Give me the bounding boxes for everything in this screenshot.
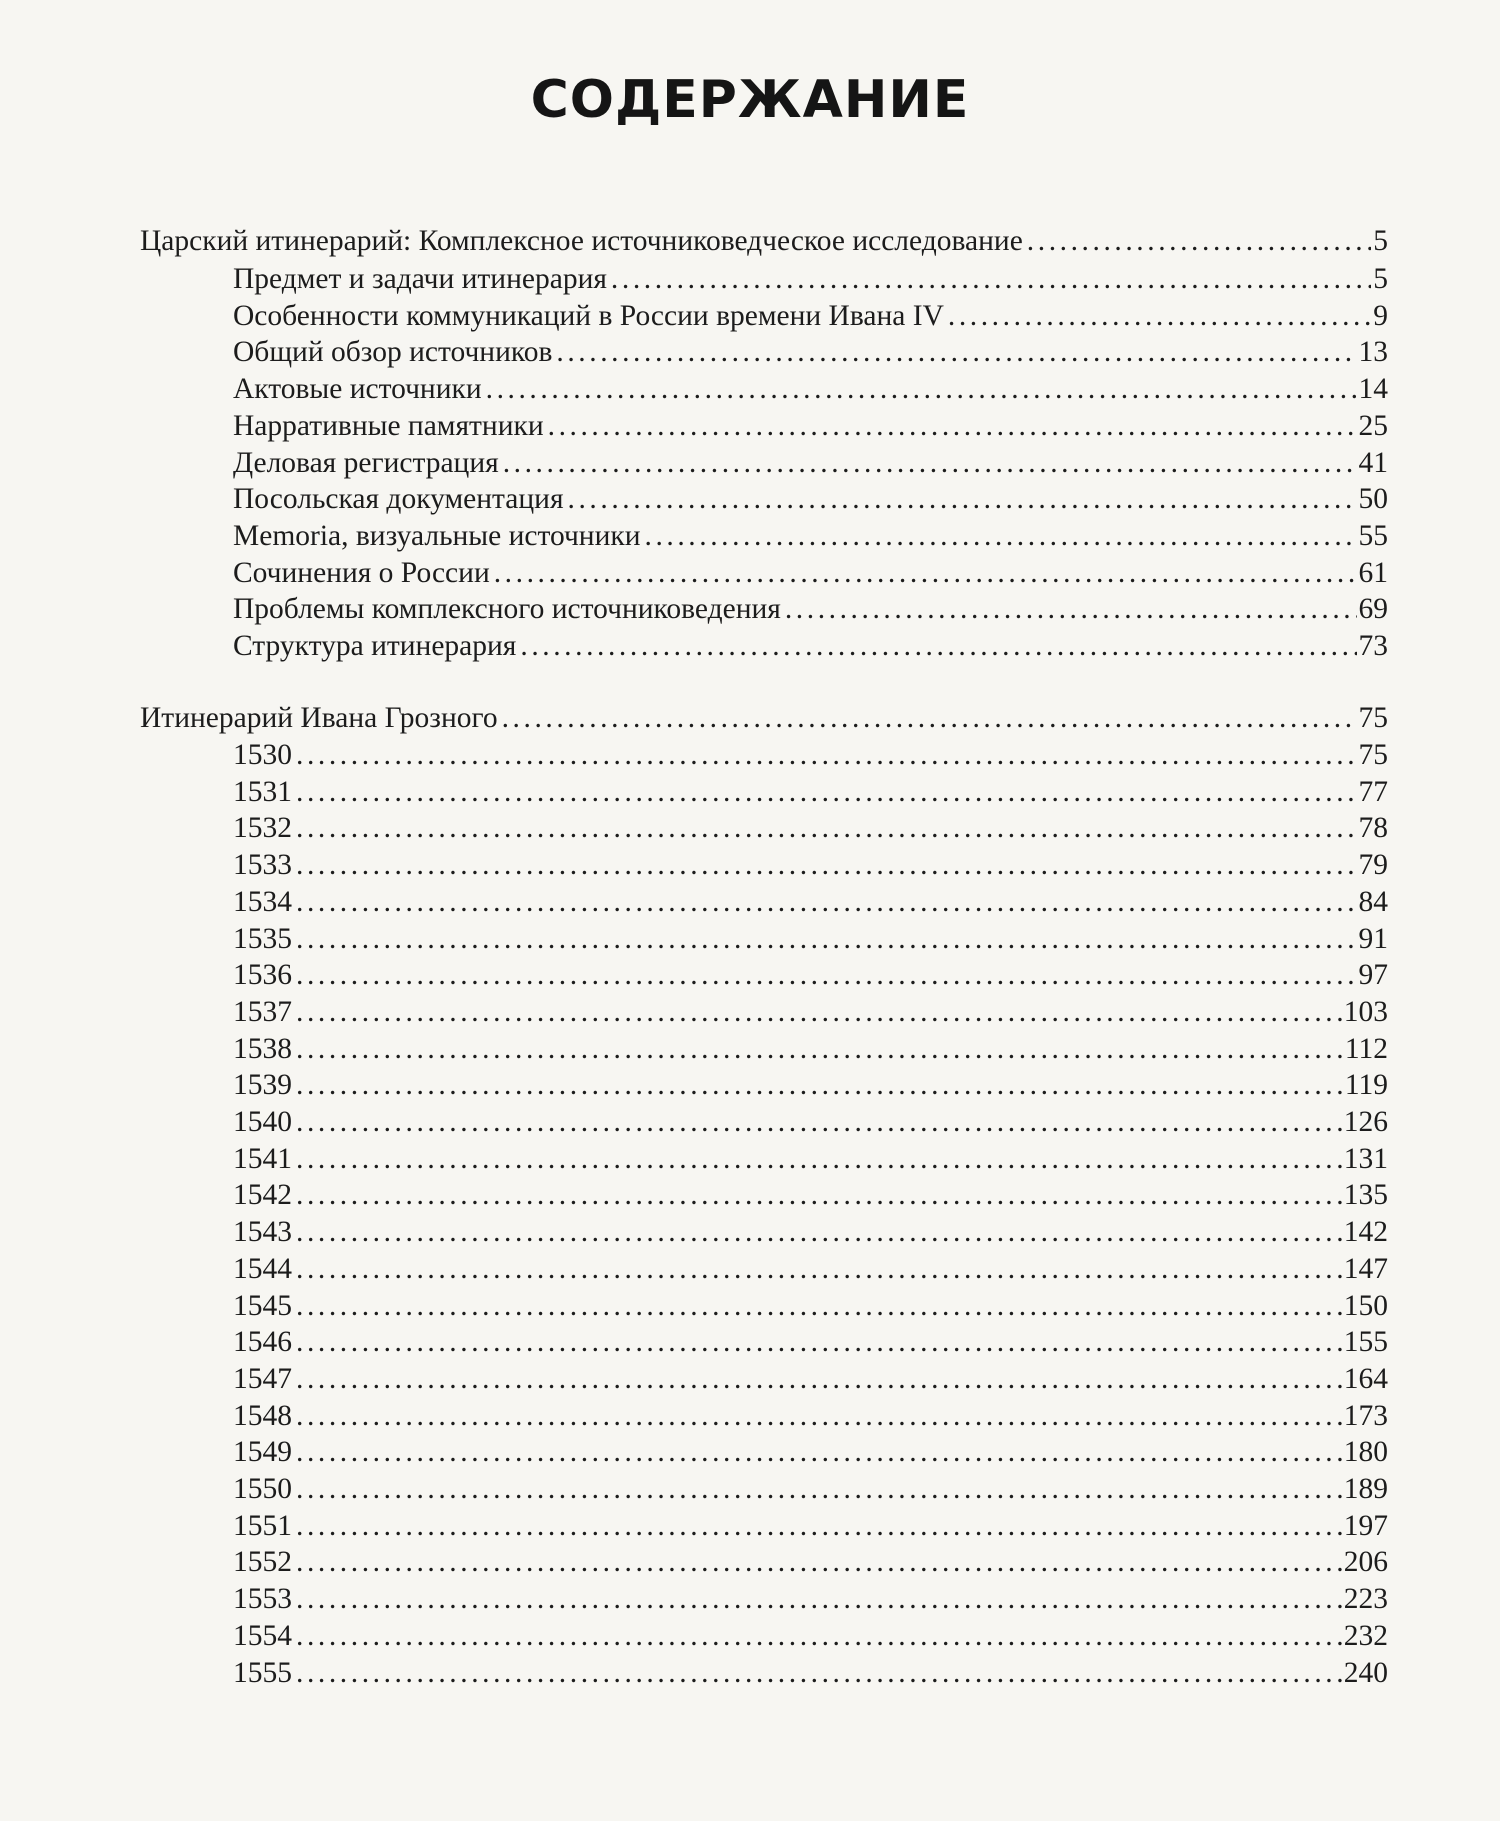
dot-leader bbox=[296, 921, 1357, 957]
toc-subentry bbox=[233, 555, 1388, 591]
dot-leader bbox=[296, 1251, 1342, 1287]
toc-entry-label: 1545 bbox=[233, 1289, 292, 1322]
toc-year-entry bbox=[233, 1618, 1388, 1654]
dot-leader bbox=[645, 518, 1357, 554]
toc-entry-page-number: 223 bbox=[1343, 1583, 1388, 1616]
toc-subentry bbox=[233, 481, 1388, 517]
toc-entry-label: 1540 bbox=[233, 1106, 292, 1138]
toc-entry-page-number: 14 bbox=[1358, 373, 1388, 406]
toc-entry-page-number: 41 bbox=[1358, 446, 1388, 479]
toc-entry-page-number: 69 bbox=[1358, 593, 1388, 626]
toc-entry-page-number: 9 bbox=[1373, 299, 1388, 332]
toc-entry-label: 1536 bbox=[233, 959, 292, 992]
dot-leader bbox=[296, 1177, 1342, 1213]
toc-entry-page-number: 206 bbox=[1343, 1546, 1388, 1579]
toc-entry-page-number: 240 bbox=[1343, 1656, 1388, 1689]
toc-year-entry bbox=[233, 1177, 1388, 1213]
toc-entry-label: Проблемы комплексного источниковедения bbox=[233, 593, 781, 626]
dot-leader bbox=[611, 261, 1371, 297]
toc-year-entry bbox=[233, 1141, 1388, 1177]
toc-entry-page-number: 150 bbox=[1343, 1289, 1388, 1322]
toc-entry-label: Сочинения о России bbox=[233, 556, 490, 589]
toc-entry-page-number: 135 bbox=[1343, 1179, 1388, 1212]
toc-entry-page-number: 232 bbox=[1343, 1619, 1388, 1652]
toc-year-entry bbox=[233, 1067, 1388, 1103]
toc-entry-label: 1532 bbox=[233, 812, 292, 845]
toc-year-entry bbox=[233, 1398, 1388, 1434]
toc-year-entry bbox=[233, 1251, 1388, 1287]
toc-subentry bbox=[233, 298, 1388, 334]
toc-entry-label: 1531 bbox=[233, 775, 292, 808]
toc-heading-entry bbox=[140, 700, 1388, 736]
toc-year-entry bbox=[233, 957, 1388, 993]
toc-entry-label: 1535 bbox=[233, 922, 292, 955]
toc-subentry bbox=[233, 261, 1388, 297]
toc-entry-page-number: 73 bbox=[1358, 630, 1388, 662]
dot-leader bbox=[296, 1324, 1342, 1360]
toc-entry-label: Посольская документация bbox=[233, 483, 564, 516]
toc-heading-entry bbox=[140, 223, 1388, 259]
toc-entry-page-number: 103 bbox=[1343, 995, 1388, 1028]
toc-entry-page-number: 131 bbox=[1343, 1142, 1388, 1175]
toc-entry-label: 1534 bbox=[233, 885, 292, 918]
toc-year-entry bbox=[233, 1324, 1388, 1360]
toc-entry-page-number: 189 bbox=[1343, 1473, 1388, 1505]
toc-entry-page-number: 97 bbox=[1358, 959, 1388, 992]
toc-entry-label: 1548 bbox=[233, 1399, 292, 1432]
toc-entry-page-number: 55 bbox=[1358, 519, 1388, 552]
dot-leader bbox=[948, 298, 1371, 334]
toc-subentry bbox=[233, 334, 1388, 370]
toc-entry-page-number: 155 bbox=[1343, 1326, 1388, 1359]
dot-leader bbox=[296, 1655, 1342, 1691]
toc-entry-page-number: 77 bbox=[1358, 775, 1388, 808]
toc-subentry bbox=[233, 591, 1388, 627]
toc-subentry bbox=[233, 445, 1388, 481]
toc-entry-page-number: 75 bbox=[1358, 739, 1388, 771]
dot-leader bbox=[296, 737, 1357, 773]
toc-year-entry bbox=[233, 921, 1388, 957]
toc-entry-page-number: 78 bbox=[1358, 812, 1388, 845]
toc-year-entry bbox=[233, 1655, 1388, 1691]
toc-year-entry bbox=[233, 1434, 1388, 1470]
dot-leader bbox=[296, 1618, 1342, 1654]
dot-leader bbox=[548, 408, 1357, 444]
toc-year-entry bbox=[233, 810, 1388, 846]
toc-entry-page-number: 50 bbox=[1358, 483, 1388, 516]
dot-leader bbox=[486, 371, 1357, 407]
toc-entry-label: Предмет и задачи итинерария bbox=[233, 263, 607, 295]
toc-entry-label: Нарративные памятники bbox=[233, 409, 544, 442]
toc-entry-page-number: 91 bbox=[1358, 922, 1388, 955]
toc-year-entry bbox=[233, 1508, 1388, 1544]
toc-year-entry bbox=[233, 1361, 1388, 1397]
toc-year-entry bbox=[233, 884, 1388, 920]
toc-entry-label: Царский итинерарий: Комплексное источниковедческое исследование bbox=[140, 225, 1023, 257]
toc-entry-page-number: 180 bbox=[1343, 1436, 1388, 1469]
toc-entry-page-number: 142 bbox=[1343, 1216, 1388, 1249]
toc-entry-page-number: 25 bbox=[1358, 409, 1388, 442]
dot-leader bbox=[520, 628, 1356, 664]
dot-leader bbox=[296, 1031, 1343, 1067]
dot-leader bbox=[494, 555, 1357, 591]
toc-entry-label: 1553 bbox=[233, 1583, 292, 1616]
dot-leader bbox=[296, 1398, 1342, 1434]
dot-leader bbox=[296, 994, 1342, 1030]
dot-leader bbox=[503, 445, 1357, 481]
toc-entry-label: 1537 bbox=[233, 995, 292, 1028]
toc-entry-page-number: 5 bbox=[1373, 225, 1388, 257]
toc-year-entry bbox=[233, 1104, 1388, 1140]
toc-year-entry bbox=[233, 737, 1388, 773]
toc-entry-label: 1546 bbox=[233, 1326, 292, 1359]
toc-entry-page-number: 61 bbox=[1358, 556, 1388, 589]
toc-year-entry bbox=[233, 1288, 1388, 1324]
toc-entry-page-number: 119 bbox=[1344, 1069, 1388, 1102]
toc-year-entry bbox=[233, 1544, 1388, 1580]
dot-leader bbox=[296, 774, 1357, 810]
toc-entry-page-number: 75 bbox=[1358, 702, 1388, 734]
dot-leader bbox=[296, 1141, 1342, 1177]
toc-year-entry bbox=[233, 1581, 1388, 1617]
dot-leader bbox=[296, 1434, 1342, 1470]
dot-leader bbox=[296, 1544, 1342, 1580]
toc-year-entry bbox=[233, 847, 1388, 883]
dot-leader bbox=[296, 1581, 1342, 1617]
toc-entry-label: 1554 bbox=[233, 1619, 292, 1652]
toc-entry-label: 1544 bbox=[233, 1252, 292, 1285]
toc-subentry bbox=[233, 628, 1388, 664]
toc-entry-label: 1550 bbox=[233, 1473, 292, 1505]
toc-entry-label: 1539 bbox=[233, 1069, 292, 1102]
dot-leader bbox=[296, 847, 1357, 883]
dot-leader bbox=[296, 810, 1357, 846]
toc-entry-label: 1555 bbox=[233, 1656, 292, 1689]
toc-entry-label: 1542 bbox=[233, 1179, 292, 1212]
dot-leader bbox=[556, 334, 1356, 370]
page-title: СОДЕРЖАНИЕ bbox=[530, 70, 970, 130]
dot-leader bbox=[296, 1067, 1343, 1103]
dot-leader bbox=[785, 591, 1357, 627]
toc-entry-page-number: 84 bbox=[1358, 885, 1388, 918]
dot-leader bbox=[296, 1508, 1342, 1544]
toc-entry-label: Структура итинерария bbox=[233, 630, 517, 662]
toc-entry-label: 1551 bbox=[233, 1509, 292, 1542]
toc-entry-label: 1533 bbox=[233, 849, 292, 882]
toc-entry-page-number: 173 bbox=[1343, 1399, 1388, 1432]
dot-leader bbox=[502, 700, 1357, 736]
dot-leader bbox=[1027, 223, 1371, 259]
toc-year-entry bbox=[233, 994, 1388, 1030]
dot-leader bbox=[296, 1361, 1342, 1397]
toc-entry-label: 1530 bbox=[233, 739, 292, 771]
toc-entry-label: 1543 bbox=[233, 1216, 292, 1249]
dot-leader bbox=[296, 1471, 1342, 1507]
toc-entry-label: Актовые источники bbox=[233, 373, 482, 406]
toc-entry-label: 1552 bbox=[233, 1546, 292, 1579]
toc-entry-label: Особенности коммуникаций в России времени Ивана IV bbox=[233, 299, 944, 332]
toc-entry-page-number: 147 bbox=[1343, 1252, 1388, 1285]
toc-entry-page-number: 5 bbox=[1373, 263, 1388, 295]
toc-entry-page-number: 197 bbox=[1343, 1509, 1388, 1542]
toc-entry-page-number: 79 bbox=[1358, 849, 1388, 882]
toc-entry-page-number: 164 bbox=[1343, 1362, 1388, 1395]
toc-subentry bbox=[233, 371, 1388, 407]
toc-year-entry bbox=[233, 1471, 1388, 1507]
toc-subentry bbox=[233, 518, 1388, 554]
dot-leader bbox=[296, 957, 1357, 993]
toc-entry-page-number: 13 bbox=[1358, 336, 1388, 369]
dot-leader bbox=[568, 481, 1357, 517]
toc-subentry bbox=[233, 408, 1388, 444]
dot-leader bbox=[296, 884, 1357, 920]
toc-entry-label: 1541 bbox=[233, 1142, 292, 1175]
toc-year-entry bbox=[233, 1031, 1388, 1067]
toc-year-entry bbox=[233, 774, 1388, 810]
toc-entry-page-number: 126 bbox=[1343, 1106, 1388, 1138]
toc-entry-label: 1547 bbox=[233, 1362, 292, 1395]
toc-entry-label: Общий обзор источников bbox=[233, 336, 553, 369]
toc-year-entry bbox=[233, 1214, 1388, 1250]
toc-entry-page-number: 112 bbox=[1344, 1032, 1388, 1065]
toc-entry-label: Memoria, визуальные источники bbox=[233, 519, 641, 552]
toc-entry-label: 1538 bbox=[233, 1032, 292, 1065]
dot-leader bbox=[296, 1104, 1342, 1140]
toc-entry-label: 1549 bbox=[233, 1436, 292, 1469]
toc-entry-label: Итинерарий Ивана Грозного bbox=[140, 702, 498, 734]
dot-leader bbox=[296, 1288, 1342, 1324]
dot-leader bbox=[296, 1214, 1342, 1250]
toc-entry-label: Деловая регистрация bbox=[233, 446, 499, 479]
